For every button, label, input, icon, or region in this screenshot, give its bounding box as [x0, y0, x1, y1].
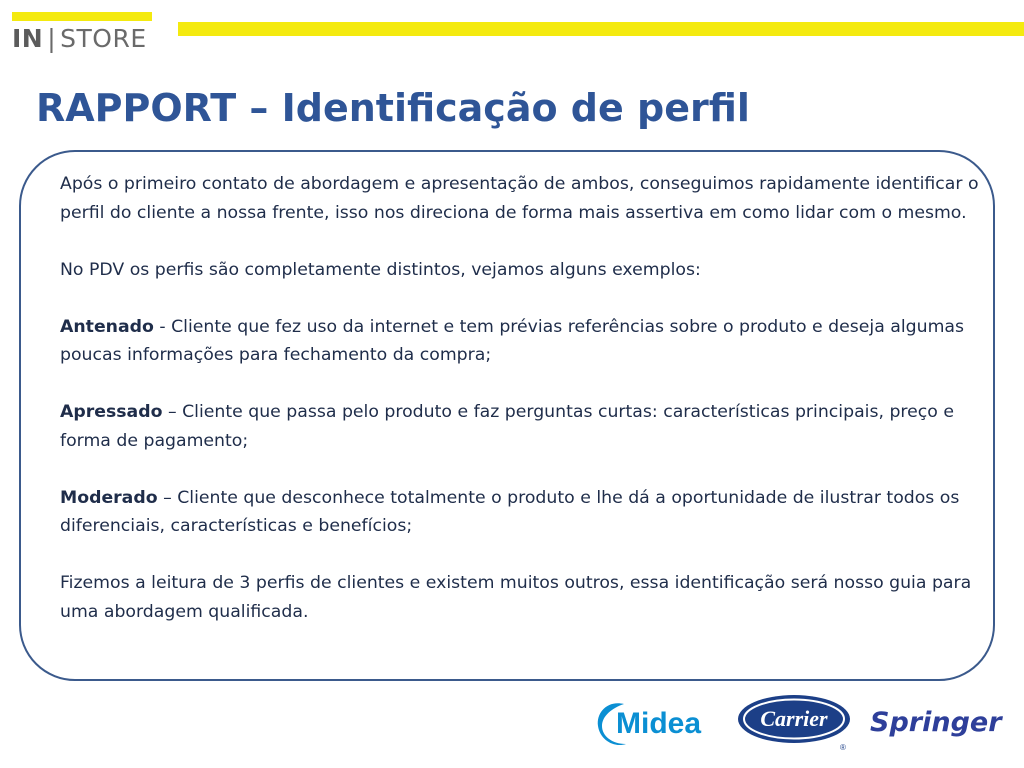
carrier-registered-mark: ®: [840, 743, 846, 752]
springer-wordmark: Springer: [870, 707, 1002, 738]
pdv-paragraph: No PDV os perfis são completamente distintos, vejamos alguns exemplos:: [60, 259, 701, 280]
carrier-wordmark: Carrier: [760, 706, 828, 731]
content-panel: [19, 150, 995, 681]
logo-yellow-bar: [12, 12, 152, 21]
logo-store-text: STORE: [60, 24, 147, 53]
instore-logo: [12, 12, 152, 58]
moderado-paragraph: [60, 484, 990, 541]
antenado-term: Antenado: [60, 316, 154, 337]
apressado-description: – Cliente que passa pelo produto e faz perguntas curtas: características principais, preço e forma de pagamento;: [60, 402, 954, 451]
logo-in-text: IN: [12, 24, 44, 53]
moderado-term: Moderado: [60, 487, 158, 508]
apressado-paragraph: [60, 398, 990, 455]
brand-logos: [590, 686, 1024, 756]
intro-paragraph: Após o primeiro contato de abordagem e apresentação de ambos, conseguimos rapidamente identificar o perfil do cliente a nossa frente, isso nos direciona de forma mais assertiva em como lidar com o mesmo.: [60, 174, 979, 223]
logo-wordmark: [12, 24, 147, 53]
content-text: [60, 170, 990, 626]
midea-logo: [590, 686, 730, 756]
midea-wordmark: Midea: [616, 707, 702, 740]
moderado-description: – Cliente que desconhece totalmente o produto e lhe dá a oportunidade de ilustrar todos os diferenciais, características e benefícios;: [60, 487, 960, 536]
slide-title: RAPPORT – Identificação de perfil: [36, 86, 750, 130]
header-stripe: [178, 22, 1024, 36]
springer-logo: [868, 696, 1024, 746]
antenado-description: - Cliente que fez uso da internet e tem prévias referências sobre o produto e deseja algumas poucas informações para fechamento da compra;: [60, 316, 965, 365]
conclusion-paragraph: Fizemos a leitura de 3 perfis de clientes e existem muitos outros, essa identificação será nosso guia para uma abordagem qualificada.: [60, 573, 972, 622]
apressado-term: Apressado: [60, 402, 163, 422]
logo-separator: |: [47, 24, 57, 53]
carrier-logo: [736, 690, 856, 752]
antenado-paragraph: [60, 313, 990, 370]
